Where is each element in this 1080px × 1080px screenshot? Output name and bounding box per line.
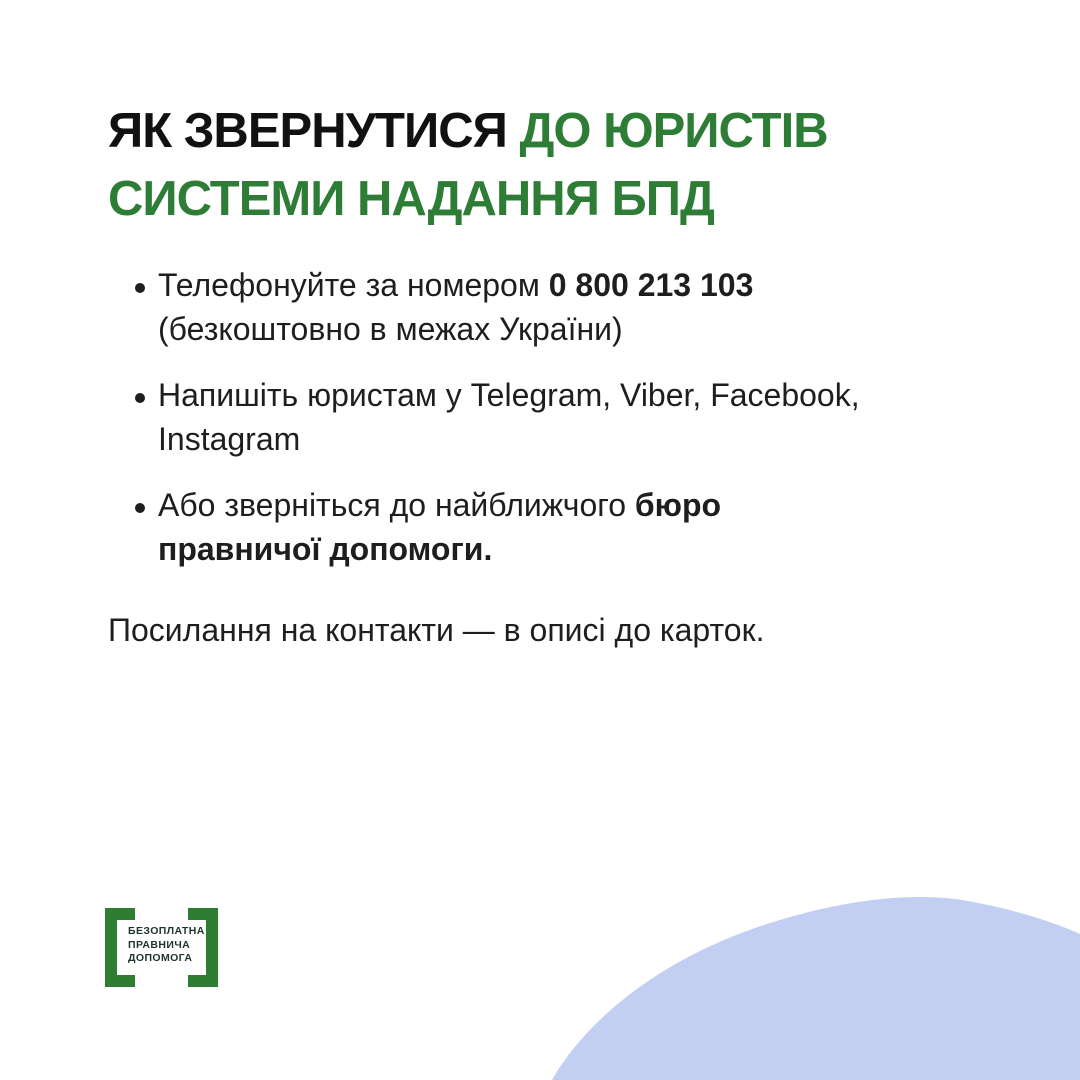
list-item [108, 263, 928, 351]
logo-word-line: ПРАВНИЧА [128, 938, 191, 951]
page-title [108, 97, 968, 233]
list-item-line: (безкоштовно в межах України) [158, 311, 623, 347]
title-line-1 [108, 97, 968, 165]
logo-word-line: ДОПОМОГА [128, 952, 193, 964]
text-run: Або зверніться до найближчого [158, 487, 635, 523]
text-run: Телефонуйте за номером [158, 267, 549, 303]
title-line-1-green: ДО ЮРИСТІВ [519, 104, 828, 158]
logo-word-line: БЕЗОПЛАТНА [128, 925, 205, 937]
list-item [108, 483, 928, 571]
phone-number: 0 800 213 103 [548, 267, 754, 303]
list-item-line: Напишіть юристам у Telegram, Viber, Facebook, [158, 377, 860, 413]
list-item-line: Instagram [158, 421, 301, 457]
list-item-line [158, 263, 928, 307]
title-line-1-black: ЯК ЗВЕРНУТИСЯ [108, 104, 507, 158]
contacts-note: Посилання на контакти — в описі до карток. [108, 612, 765, 648]
contact-options-list [108, 263, 928, 593]
bpd-logo [105, 908, 218, 987]
list-item-line [158, 483, 928, 527]
list-item-line: правничої допомоги. [158, 531, 493, 567]
list-item [108, 373, 928, 461]
text-run: бюро [634, 487, 722, 523]
title-line-2: СИСТЕМИ НАДАННЯ БПД [108, 172, 714, 226]
logo-wordmark [128, 925, 205, 966]
